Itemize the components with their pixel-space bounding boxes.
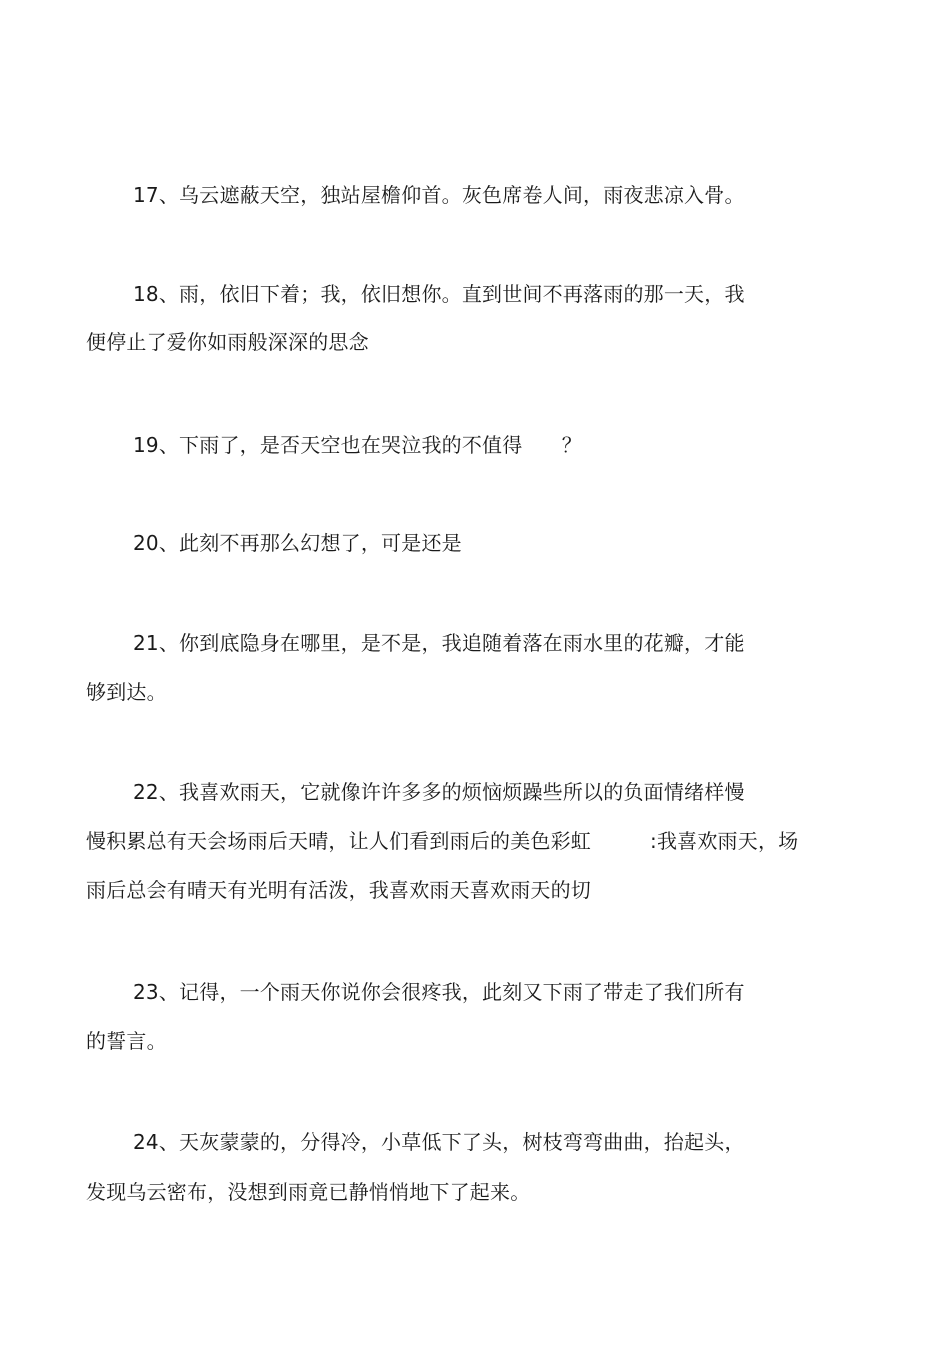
paragraph-18-line-1: 18、雨，依旧下着；我，依旧想你。直到世间不再落雨的那一天，我	[133, 282, 745, 306]
paragraph-22-line-1: 22、我喜欢雨天，它就像许许多多的烦恼烦躁些所以的负面情绪样慢	[133, 780, 745, 804]
paragraph-22-line-3: 雨后总会有晴天有光明有活泼，我喜欢雨天喜欢雨天的切	[86, 878, 591, 902]
paragraph-19-line-1: 19、下雨了，是否天空也在哭泣我的不值得 ？	[133, 433, 582, 457]
paragraph-23-line-1: 23、记得，一个雨天你说你会很疼我，此刻又下雨了带走了我们所有	[133, 980, 745, 1004]
paragraph-17-line-1: 17、乌云遮蔽天空，独站屋檐仰首。灰色席卷人间，雨夜悲凉入骨。	[133, 183, 745, 207]
paragraph-20-line-1: 20、此刻不再那么幻想了，可是还是	[133, 531, 462, 555]
paragraph-23-line-2: 的誓言。	[86, 1029, 167, 1053]
paragraph-18-line-2: 便停止了爱你如雨般深深的思念	[86, 330, 369, 354]
paragraph-24-line-1: 24、天灰蒙蒙的，分得冷，小草低下了头，树枝弯弯曲曲，抬起头，	[133, 1130, 745, 1154]
paragraph-22-line-2: 慢积累总有天会场雨后天晴，让人们看到雨后的美色彩虹 :我喜欢雨天，场	[86, 829, 799, 853]
paragraph-21-line-1: 21、你到底隐身在哪里，是不是，我追随着落在雨水里的花瓣，才能	[133, 631, 745, 655]
paragraph-24-line-2: 发现乌云密布，没想到雨竟已静悄悄地下了起来。	[86, 1180, 531, 1204]
paragraph-21-line-2: 够到达。	[86, 680, 167, 704]
